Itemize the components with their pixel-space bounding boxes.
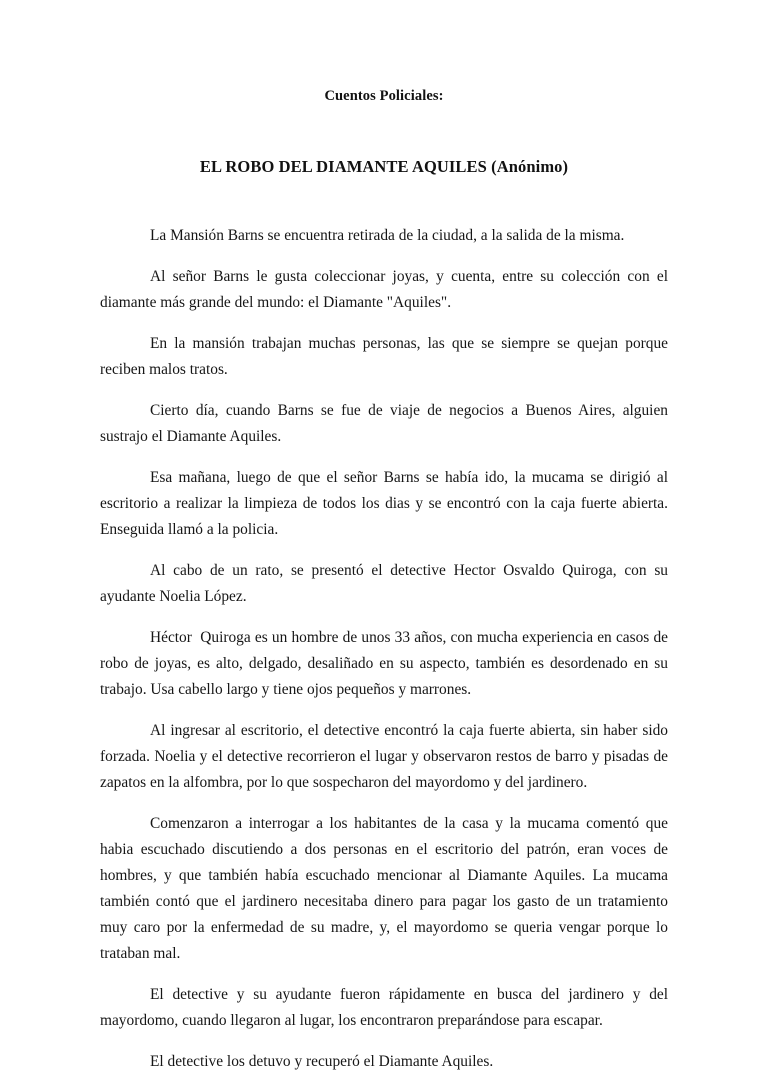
paragraph: Cierto día, cuando Barns se fue de viaje de negocios a Buenos Aires, alguien sustrajo el Diamante Aquiles.: [100, 402, 672, 445]
document-title: EL ROBO DEL DIAMANTE AQUILES (Anónimo): [199, 157, 569, 176]
document-body: [100, 223, 672, 1075]
paragraph: La Mansión Barns se encuentra retirada de la ciudad, a la salida de la misma.: [150, 227, 625, 244]
document-content: [100, 0, 672, 1075]
document-section-heading: Cuentos Policiales:: [324, 88, 444, 104]
paragraph: El detective los detuvo y recuperó el Diamante Aquiles.: [150, 1053, 494, 1070]
paragraph: Al ingresar al escritorio, el detective encontró la caja fuerte abierta, sin haber sido forzada. Noelia y el detective recorrieron el lugar y observaron restos de barro y pisadas de zapatos en la alfombra, por lo que sospecharon del mayordomo y del jardinero.: [100, 722, 672, 791]
paragraph: Héctor Quiroga es un hombre de unos 33 años, con mucha experiencia en casos de robo de joyas, es alto, delgado, desaliñado en su aspecto, también es desordenado en su trabajo. Usa cabello largo y tiene ojos pequeños y marrones.: [100, 629, 672, 698]
paragraph: Al cabo de un rato, se presentó el detective Hector Osvaldo Quiroga, con su ayudante Noelia López.: [100, 562, 672, 605]
paragraph: El detective y su ayudante fueron rápidamente en busca del jardinero y del mayordomo, cuando llegaron al lugar, los encontraron preparándose para escapar.: [100, 986, 672, 1029]
paragraph: Al señor Barns le gusta coleccionar joyas, y cuenta, entre su colección con el diamante más grande del mundo: el Diamante "Aquiles".: [100, 268, 672, 311]
paragraph: Esa mañana, luego de que el señor Barns se había ido, la mucama se dirigió al escritorio a realizar la limpieza de todos los dias y se encontró con la caja fuerte abierta. Enseguida llamó a la policia.: [100, 469, 672, 538]
paragraph: En la mansión trabajan muchas personas, las que se siempre se quejan porque reciben malos tratos.: [100, 335, 672, 378]
paragraph: Comenzaron a interrogar a los habitantes de la casa y la mucama comentó que habia escuchado discutiendo a dos personas en el escritorio del patrón, eran voces de hombres, y que también había escuchado mencionar al Diamante Aquiles. La mucama también contó que el jardinero necesitaba dinero para pagar los gasto de un tratamiento muy caro por la enfermedad de su madre, y, el mayordomo se queria vengar porque lo trataban mal.: [100, 815, 672, 962]
